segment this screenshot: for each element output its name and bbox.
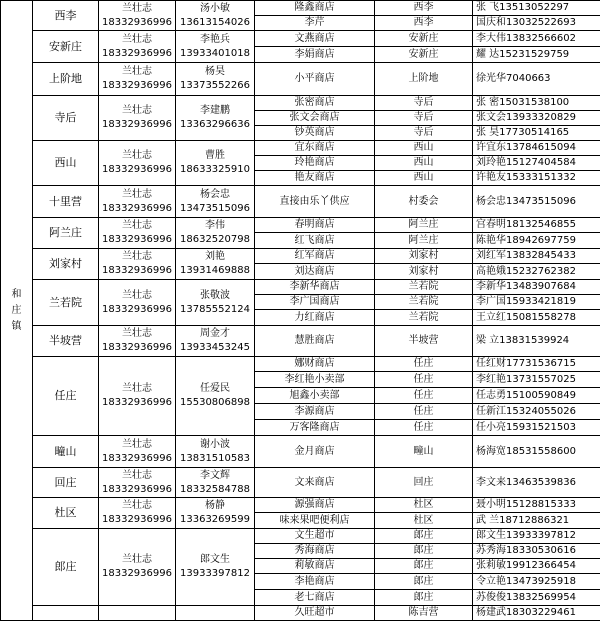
store-contact: 任小亮15931521503	[473, 420, 600, 436]
contact-primary-name: 兰壮志	[122, 554, 152, 565]
table-row	[1, 141, 600, 156]
contact-primary-name: 兰壮志	[122, 2, 152, 14]
contact-secondary-name: 李建鹏	[200, 105, 230, 116]
contact-primary-phone: 18332936996	[102, 303, 172, 315]
contact-secondary	[176, 436, 255, 468]
contact-primary-phone: 18332936996	[102, 483, 172, 495]
store-name: 直接由乐丫供应	[255, 186, 375, 218]
table-row	[1, 357, 600, 372]
village-name: 任庄	[33, 357, 99, 436]
contact-primary	[99, 63, 176, 96]
contact-secondary	[176, 529, 255, 606]
contact-primary	[99, 529, 176, 606]
store-name: 李红艳小卖部	[255, 372, 375, 388]
contact-secondary-phone: 13933453245	[180, 342, 250, 353]
contact-secondary-name: 周金才	[200, 328, 230, 339]
contact-secondary	[176, 63, 255, 96]
contact-primary	[99, 436, 176, 468]
store-contact: 耀 达15231529759	[473, 47, 600, 63]
contact-secondary-name: 杨静	[205, 500, 225, 511]
store-name: 刘达商店	[255, 264, 375, 280]
store-contact: 刘红军13832845433	[473, 249, 600, 264]
store-name: 李芹	[255, 16, 375, 31]
store-name: 文来商店	[255, 468, 375, 498]
store-name: 慧胜商店	[255, 326, 375, 357]
contact-primary-name: 兰壮志	[122, 328, 152, 339]
store-name: 红飞商店	[255, 233, 375, 249]
store-contact: 梁 立13831539924	[473, 326, 600, 357]
contact-primary	[99, 249, 176, 280]
village-name: 刘家村	[33, 249, 99, 280]
contact-secondary-phone: 13363269599	[180, 514, 250, 525]
store-name: 李娟商店	[255, 47, 375, 63]
store-location: 疃山	[375, 436, 473, 468]
contact-primary	[99, 31, 176, 63]
table-row	[1, 468, 600, 498]
store-name: 李艳商店	[255, 574, 375, 590]
contact-secondary-phone: 13373552266	[180, 80, 250, 91]
store-name: 红军商店	[255, 249, 375, 264]
store-location: 陈吉营	[375, 606, 473, 621]
store-contact: 任新江15324055026	[473, 404, 600, 420]
store-contact: 苏俊俊13832569954	[473, 590, 600, 606]
store-contact: 高艳娥15232762382	[473, 264, 600, 280]
contact-primary	[99, 357, 176, 436]
store-contact: 李新华13483907684	[473, 280, 600, 295]
contact-secondary	[176, 96, 255, 141]
store-name: 钞英商店	[255, 126, 375, 141]
store-contact: 任志勇15100590849	[473, 388, 600, 404]
contact-primary	[99, 606, 176, 621]
store-location: 半坡营	[375, 326, 473, 357]
contact-secondary	[176, 218, 255, 249]
store-location: 郎庄	[375, 544, 473, 559]
store-contact: 王立红15081558278	[473, 310, 600, 326]
store-name: 娜财商店	[255, 357, 375, 372]
contact-primary-phone: 18332936996	[102, 265, 172, 276]
store-location: 任庄	[375, 404, 473, 420]
store-name: 旭鑫小卖部	[255, 388, 375, 404]
contact-secondary-phone: 18632520798	[180, 234, 250, 245]
contact-secondary-name: 曹胜	[205, 150, 225, 161]
village-name: 半坡营	[33, 326, 99, 357]
store-location: 安新庄	[375, 31, 473, 47]
contact-primary-phone: 18332936996	[102, 397, 172, 408]
store-location: 寺后	[375, 96, 473, 111]
store-location: 寺后	[375, 126, 473, 141]
contact-primary-name: 兰壮志	[122, 105, 152, 116]
store-name: 秀海商店	[255, 544, 375, 559]
contact-primary-phone: 18332936996	[102, 452, 172, 464]
store-name: 金月商店	[255, 436, 375, 468]
town-label-char: 庄	[11, 304, 22, 316]
store-location: 阿兰庄	[375, 233, 473, 249]
store-contact: 徐光华7040663	[473, 63, 600, 96]
contact-primary-name: 兰壮志	[122, 438, 152, 450]
store-location: 刘家村	[375, 249, 473, 264]
store-contact: 令立艳13473925918	[473, 574, 600, 590]
contact-secondary	[176, 468, 255, 498]
contact-primary-name: 兰壮志	[122, 289, 152, 301]
contact-primary	[99, 141, 176, 186]
store-name: 隆鑫商店	[255, 1, 375, 16]
store-contact: 杨会忠13473515096	[473, 186, 600, 218]
table-row	[1, 249, 600, 264]
contact-secondary-phone: 13933397812	[180, 568, 250, 579]
contact-primary-name: 兰壮志	[122, 33, 152, 45]
store-contact: 李文来13463539836	[473, 468, 600, 498]
store-name: 春明商店	[255, 218, 375, 233]
contact-primary-phone: 18332936996	[102, 202, 172, 214]
table-row	[1, 606, 600, 621]
town-label-char: 镇	[11, 320, 22, 332]
contact-secondary-name: 汤小敏	[200, 2, 230, 14]
store-name: 久旺超市	[255, 606, 375, 621]
store-contact: 张 密15031538100	[473, 96, 600, 111]
contact-secondary	[176, 280, 255, 326]
contact-primary-name: 兰壮志	[122, 188, 152, 200]
contact-primary	[99, 186, 176, 218]
store-name: 玲艳商店	[255, 156, 375, 171]
village-name: 疃山	[33, 436, 99, 468]
store-location: 郎庄	[375, 559, 473, 574]
contact-secondary-name: 郎文生	[200, 554, 230, 565]
store-location: 西山	[375, 171, 473, 186]
table-row	[1, 63, 600, 96]
contact-secondary-name: 李文辉	[200, 469, 230, 481]
store-name: 万客隆商店	[255, 420, 375, 436]
store-location: 寺后	[375, 111, 473, 126]
store-contact: 刘玲艳15127404584	[473, 156, 600, 171]
contact-secondary-phone: 13931469888	[180, 265, 250, 276]
store-location: 西山	[375, 141, 473, 156]
store-location: 阿兰庄	[375, 218, 473, 233]
town-label	[1, 1, 33, 621]
store-name: 张文会商店	[255, 111, 375, 126]
store-name: 源强商店	[255, 498, 375, 513]
village-name	[33, 606, 99, 621]
store-contact: 杨建武18303229461	[473, 606, 600, 621]
table-row	[1, 436, 600, 468]
store-contact: 郎文生13933397812	[473, 529, 600, 544]
contact-primary-name: 兰壮志	[122, 469, 152, 481]
contact-primary-phone: 18332936996	[102, 119, 172, 130]
contact-primary-name: 兰壮志	[122, 150, 152, 161]
contact-primary-phone: 18332936996	[102, 514, 172, 525]
store-name: 文燕商店	[255, 31, 375, 47]
contact-secondary	[176, 606, 255, 621]
contact-secondary-phone: 13933401018	[180, 47, 250, 59]
store-location: 兰若院	[375, 295, 473, 310]
contact-secondary-name: 张敬波	[200, 289, 230, 301]
contact-secondary	[176, 141, 255, 186]
store-location: 上阶地	[375, 63, 473, 96]
store-location: 刘家村	[375, 264, 473, 280]
contact-primary	[99, 1, 176, 31]
contact-primary-phone: 18332936996	[102, 16, 172, 28]
store-name: 李源商店	[255, 404, 375, 420]
store-contact: 李大伟13832566602	[473, 31, 600, 47]
contact-secondary-name: 李艳兵	[200, 33, 230, 45]
contact-primary-phone: 18332936996	[102, 164, 172, 175]
contact-primary-phone: 18332936996	[102, 342, 172, 353]
store-location: 兰若院	[375, 280, 473, 295]
contact-secondary	[176, 498, 255, 529]
contact-primary-phone: 18332936996	[102, 47, 172, 59]
store-contact: 许艳友15333151332	[473, 171, 600, 186]
store-contact: 宫春明18132546855	[473, 218, 600, 233]
village-name: 兰若院	[33, 280, 99, 326]
table-row	[1, 280, 600, 295]
table-row	[1, 96, 600, 111]
store-location: 杜区	[375, 513, 473, 529]
village-name: 西李	[33, 1, 99, 31]
table-row	[1, 326, 600, 357]
table-row	[1, 498, 600, 513]
village-name: 西山	[33, 141, 99, 186]
contact-secondary-phone: 18332584788	[180, 483, 250, 495]
contact-primary-name: 兰壮志	[122, 383, 152, 394]
store-name: 老七商店	[255, 590, 375, 606]
contact-secondary-phone: 13785552124	[180, 303, 250, 315]
contact-secondary-phone: 13473515096	[180, 202, 250, 214]
store-contact: 苏秀海18330530616	[473, 544, 600, 559]
contact-primary-name: 兰壮志	[122, 220, 152, 231]
store-location: 回庄	[375, 468, 473, 498]
contact-secondary-phone: 13831510583	[180, 452, 250, 464]
store-name: 味来果吧便利店	[255, 513, 375, 529]
store-contact: 国庆和13032522693	[473, 16, 600, 31]
store-location: 郎庄	[375, 590, 473, 606]
store-contact: 陈艳华18942697759	[473, 233, 600, 249]
store-name: 李新华商店	[255, 280, 375, 295]
contact-primary-phone: 18332936996	[102, 234, 172, 245]
contact-secondary-name: 任爱民	[200, 383, 230, 394]
village-name: 安新庄	[33, 31, 99, 63]
store-location: 郎庄	[375, 529, 473, 544]
contact-primary	[99, 96, 176, 141]
store-contact: 李红艳13731557025	[473, 372, 600, 388]
store-location: 兰若院	[375, 310, 473, 326]
store-contact: 张文会13933320829	[473, 111, 600, 126]
contact-secondary-name: 杨昊	[205, 66, 225, 77]
contact-secondary-phone: 18633325910	[180, 164, 250, 175]
store-name: 张密商店	[255, 96, 375, 111]
contact-secondary	[176, 357, 255, 436]
village-name: 上阶地	[33, 63, 99, 96]
table-row	[1, 529, 600, 544]
store-location: 西李	[375, 1, 473, 16]
contact-secondary	[176, 1, 255, 31]
store-name: 李广国商店	[255, 295, 375, 310]
table-row	[1, 186, 600, 218]
store-name: 莉敏商店	[255, 559, 375, 574]
store-contact: 任红财17731536715	[473, 357, 600, 372]
store-name: 宜东商店	[255, 141, 375, 156]
village-name: 阿兰庄	[33, 218, 99, 249]
contact-primary-name: 兰壮志	[122, 251, 152, 262]
store-location: 村委会	[375, 186, 473, 218]
contact-secondary	[176, 326, 255, 357]
table-row	[1, 1, 600, 16]
store-contact: 武 兰18712886321	[473, 513, 600, 529]
store-location: 任庄	[375, 372, 473, 388]
contact-secondary-name: 刘艳	[205, 251, 225, 262]
contact-primary-name: 兰壮志	[122, 500, 152, 511]
contact-primary	[99, 468, 176, 498]
contact-primary-name: 兰壮志	[122, 66, 152, 77]
contact-secondary-name: 李伟	[205, 220, 225, 231]
village-name: 回庄	[33, 468, 99, 498]
contact-secondary-phone: 13613154026	[180, 16, 250, 28]
village-name: 杜区	[33, 498, 99, 529]
contact-primary-phone: 18332936996	[102, 568, 172, 579]
store-contact: 张莉敏19912366454	[473, 559, 600, 574]
store-location: 杜区	[375, 498, 473, 513]
contact-primary	[99, 218, 176, 249]
village-name: 郎庄	[33, 529, 99, 606]
store-name: 文生超市	[255, 529, 375, 544]
store-name: 小平商店	[255, 63, 375, 96]
store-location: 任庄	[375, 420, 473, 436]
contact-secondary-name: 杨会忠	[200, 188, 230, 200]
contact-secondary	[176, 249, 255, 280]
store-contact: 杨海宽18531558600	[473, 436, 600, 468]
store-contact: 聂小明15128815333	[473, 498, 600, 513]
store-location: 安新庄	[375, 47, 473, 63]
store-contact: 张 飞13513052297	[473, 1, 600, 16]
town-label-char: 和	[11, 288, 22, 300]
table-row	[1, 31, 600, 47]
store-contact: 张 昊17730514165	[473, 126, 600, 141]
contact-secondary-name: 谢小波	[200, 438, 230, 450]
contact-secondary	[176, 31, 255, 63]
village-name: 寺后	[33, 96, 99, 141]
store-location: 任庄	[375, 388, 473, 404]
contact-secondary-phone: 13363296636	[180, 119, 250, 130]
contact-primary	[99, 280, 176, 326]
store-location: 郎庄	[375, 574, 473, 590]
store-location: 任庄	[375, 357, 473, 372]
store-location: 西李	[375, 16, 473, 31]
contact-primary	[99, 326, 176, 357]
store-contact: 李广国15933421819	[473, 295, 600, 310]
store-contact: 许宜东13784615094	[473, 141, 600, 156]
contact-primary-phone: 18332936996	[102, 80, 172, 91]
contact-primary	[99, 498, 176, 529]
store-name: 力红商店	[255, 310, 375, 326]
contact-secondary	[176, 186, 255, 218]
table-row	[1, 218, 600, 233]
store-location: 西山	[375, 156, 473, 171]
village-name: 十里营	[33, 186, 99, 218]
contact-secondary-phone: 15530806898	[180, 397, 250, 408]
store-name: 艳友商店	[255, 171, 375, 186]
